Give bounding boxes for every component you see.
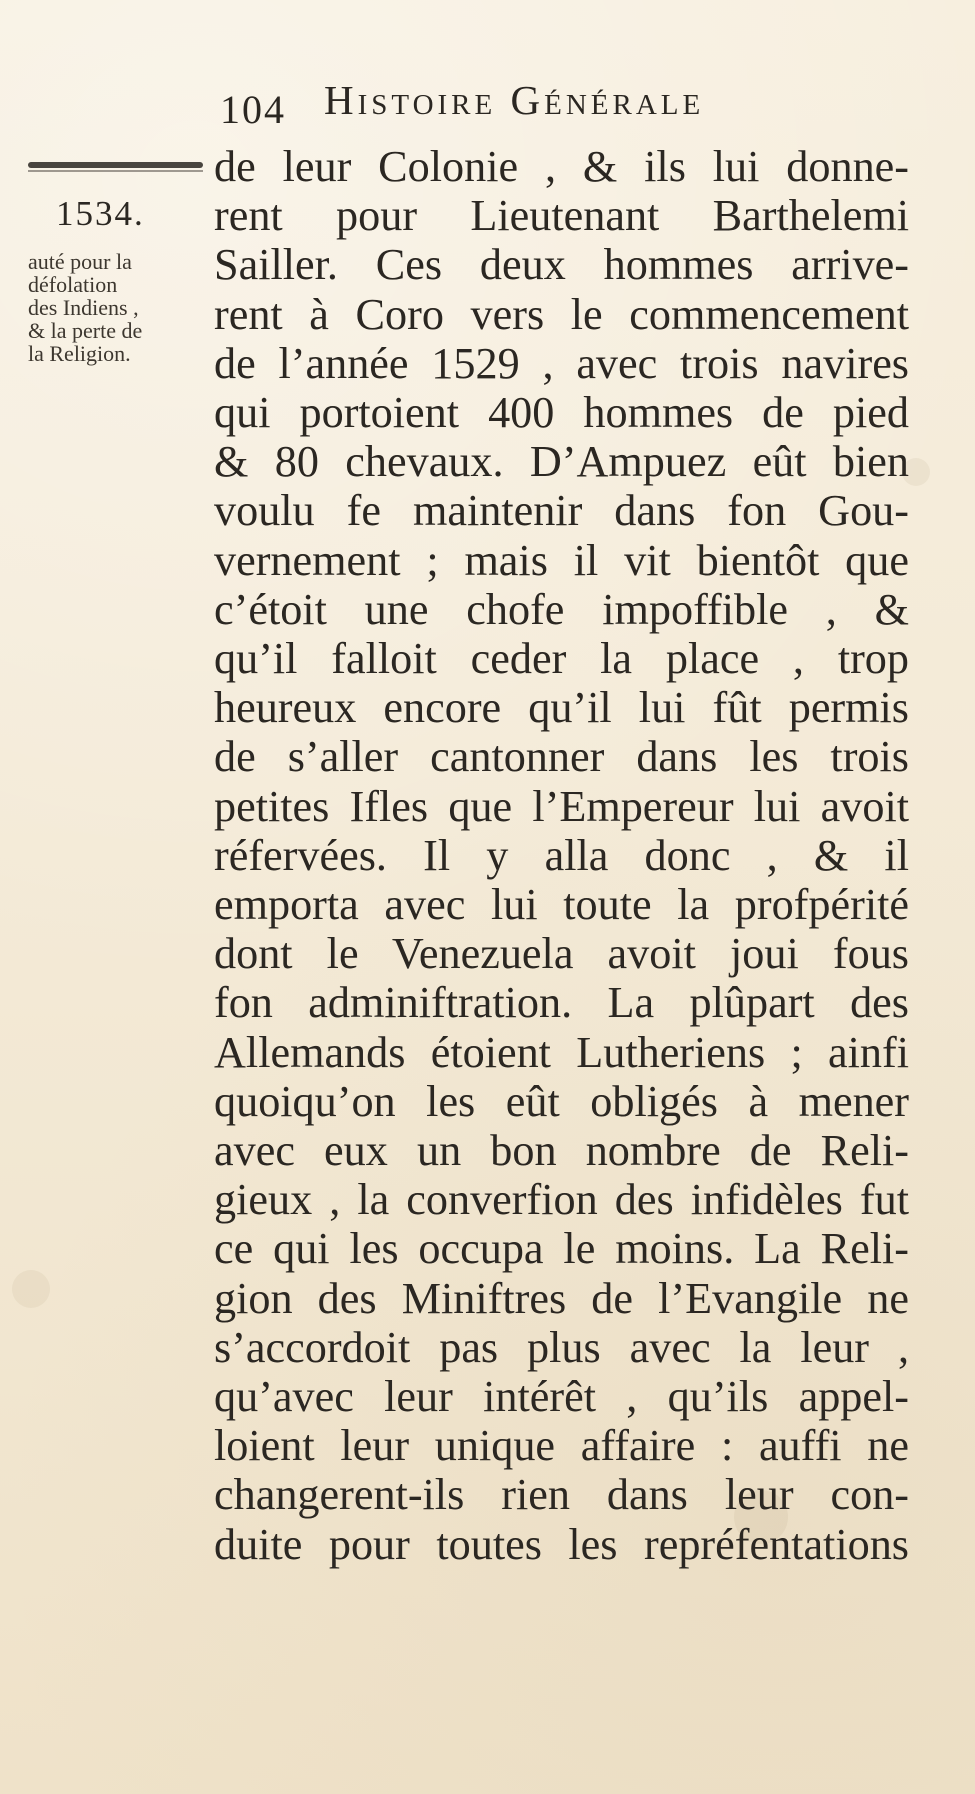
text-line: de l’année 1529 , avec trois navires <box>214 338 909 388</box>
text-line: gion des Miniftres de l’Evangile ne <box>214 1273 909 1323</box>
text-line: gieux , la converfion des infidèles fut <box>214 1175 909 1225</box>
text-line: duite pour toutes les repréfentations <box>214 1519 909 1569</box>
paper-stain <box>12 1270 50 1308</box>
margin-note-line: & la perte de <box>28 318 143 344</box>
page-number: 104 <box>220 87 286 132</box>
text-line: & 80 chevaux. D’Ampuez eût bien <box>214 437 909 487</box>
text-line: vernement ; mais il vit bientôt que <box>214 535 909 585</box>
text-line: qui portoient 400 hommes de pied <box>214 388 909 438</box>
text-line: changerent-ils rien dans leur con- <box>214 1470 909 1520</box>
text-line: s’accordoit pas plus avec la leur , <box>214 1322 909 1372</box>
text-line: de s’aller cantonner dans les trois <box>214 732 909 782</box>
page-header <box>220 76 900 132</box>
margin-note-line: défolation <box>28 272 118 298</box>
text-line: petites Ifles que l’Empereur lui avoit <box>214 781 909 831</box>
text-line: fon adminiftration. La plûpart des <box>214 978 909 1028</box>
margin-note-line: auté pour la <box>28 249 132 274</box>
text-line: rent pour Lieutenant Barthelemi <box>214 191 909 241</box>
text-line: voulu fe maintenir dans fon Gou- <box>214 486 909 536</box>
text-line: ce qui les occupa le moins. La Reli- <box>214 1224 909 1274</box>
text-line: Sailler. Ces deux hommes arrive- <box>214 240 909 290</box>
text-line: rent à Coro vers le commencement <box>214 289 909 339</box>
text-line: avec eux un bon nombre de Reli- <box>214 1126 909 1176</box>
decorative-rule <box>28 162 203 168</box>
text-line: quoiqu’on les eût obligés à mener <box>214 1076 909 1126</box>
text-line: emporta avec lui toute la profpérité <box>214 880 909 930</box>
running-title: Histoire Générale <box>324 77 705 123</box>
margin-year: 1534. <box>56 194 145 233</box>
text-line: Allemands étoient Lutheriens ; ainfi <box>214 1027 909 1077</box>
margin-note-line: la Religion. <box>28 341 131 367</box>
text-line: de leur Colonie , & ils lui donne- <box>214 142 909 191</box>
text-line: qu’il falloit ceder la place , trop <box>214 634 909 684</box>
margin-note-line: des Indiens , <box>28 295 139 321</box>
text-line: loient leur unique affaire : auffi ne <box>214 1421 909 1471</box>
text-line: qu’avec leur intérêt , qu’ils appel- <box>214 1372 909 1422</box>
text-line: dont le Venezuela avoit joui fous <box>214 929 909 979</box>
text-line: c’étoit une chofe impoffible , & <box>214 584 909 634</box>
text-line: réfervées. Il y alla donc , & il <box>214 830 909 880</box>
body-text <box>214 142 909 1569</box>
text-line: heureux encore qu’il lui fût permis <box>214 683 909 733</box>
margin-note <box>28 250 208 365</box>
